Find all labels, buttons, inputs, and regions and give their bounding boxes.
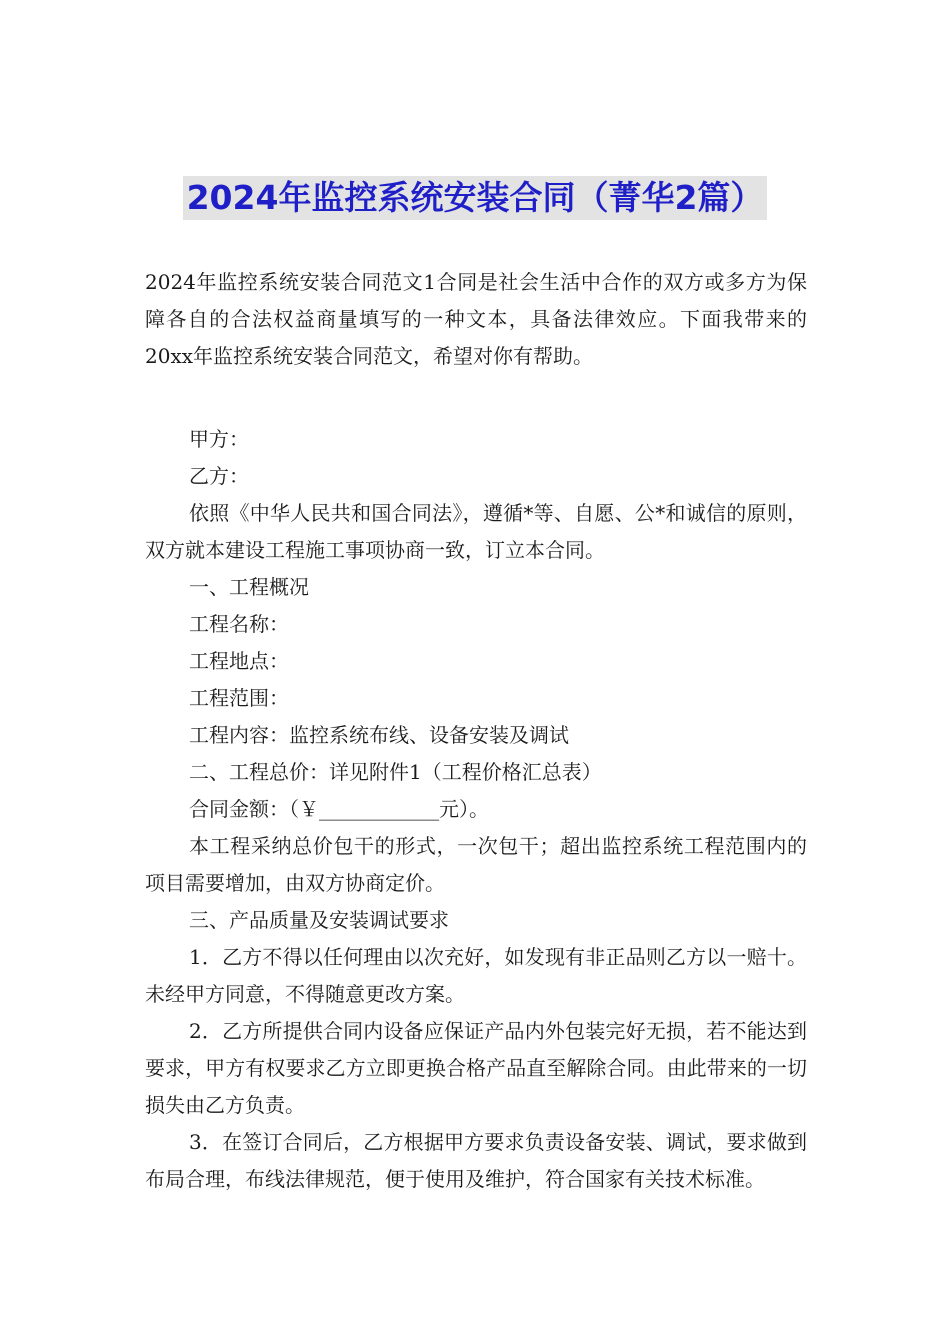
amount-prefix: 合同金额：（￥ — [189, 797, 319, 821]
section-3-heading: 三、产品质量及安装调试要求 — [189, 908, 449, 932]
project-location-line: 工程地点： — [189, 649, 289, 673]
paragraph-gap — [145, 375, 807, 421]
project-name-line: 工程名称： — [189, 612, 289, 636]
party-b-line: 乙方： — [189, 464, 249, 488]
section-1-heading: 一、工程概况 — [189, 575, 309, 599]
project-scope-line: 工程范围： — [189, 686, 289, 710]
legal-basis-paragraph: 依照《中华人民共和国合同法》，遵循*等、自愿、公*和诚信的原则，双方就本建设工程施工事项协商一致，订立本合同。 — [145, 501, 807, 562]
section-2-heading: 二、工程总价：详见附件1（工程价格汇总表） — [189, 760, 602, 784]
amount-blank: ____________ — [319, 797, 439, 821]
title-block — [0, 176, 950, 220]
intro-paragraph: 2024年监控系统安装合同范文1合同是社会生活中合作的双方或多方为保障各自的合法权益商量填写的一种文本，具备法律效应。下面我带来的20xx年监控系统安装合同范文，希望对你有帮助。 — [145, 270, 807, 368]
requirement-item-3: 3．在签订合同后，乙方根据甲方要求负责设备安装、调试，要求做到布局合理，布线法律规范，便于使用及维护，符合国家有关技术标准。 — [145, 1130, 807, 1191]
party-a-line: 甲方： — [189, 427, 249, 451]
document-title: 2024年监控系统安装合同（菁华2篇） — [183, 176, 768, 220]
contract-amount-line — [145, 791, 807, 828]
amount-suffix: 元）。 — [439, 797, 489, 821]
project-content-line: 工程内容：监控系统布线、设备安装及调试 — [189, 723, 569, 747]
requirement-item-2: 2．乙方所提供合同内设备应保证产品内外包装完好无损，若不能达到要求，甲方有权要求乙方立即更换合格产品直至解除合同。由此带来的一切损失由乙方负责。 — [145, 1019, 807, 1117]
document-body — [145, 264, 807, 1198]
requirement-item-1: 1．乙方不得以任何理由以次充好，如发现有非正品则乙方以一赔十。未经甲方同意，不得随意更改方案。 — [145, 945, 807, 1006]
lump-sum-paragraph: 本工程采纳总价包干的形式，一次包干；超出监控系统工程范围内的项目需要增加，由双方协商定价。 — [145, 834, 807, 895]
